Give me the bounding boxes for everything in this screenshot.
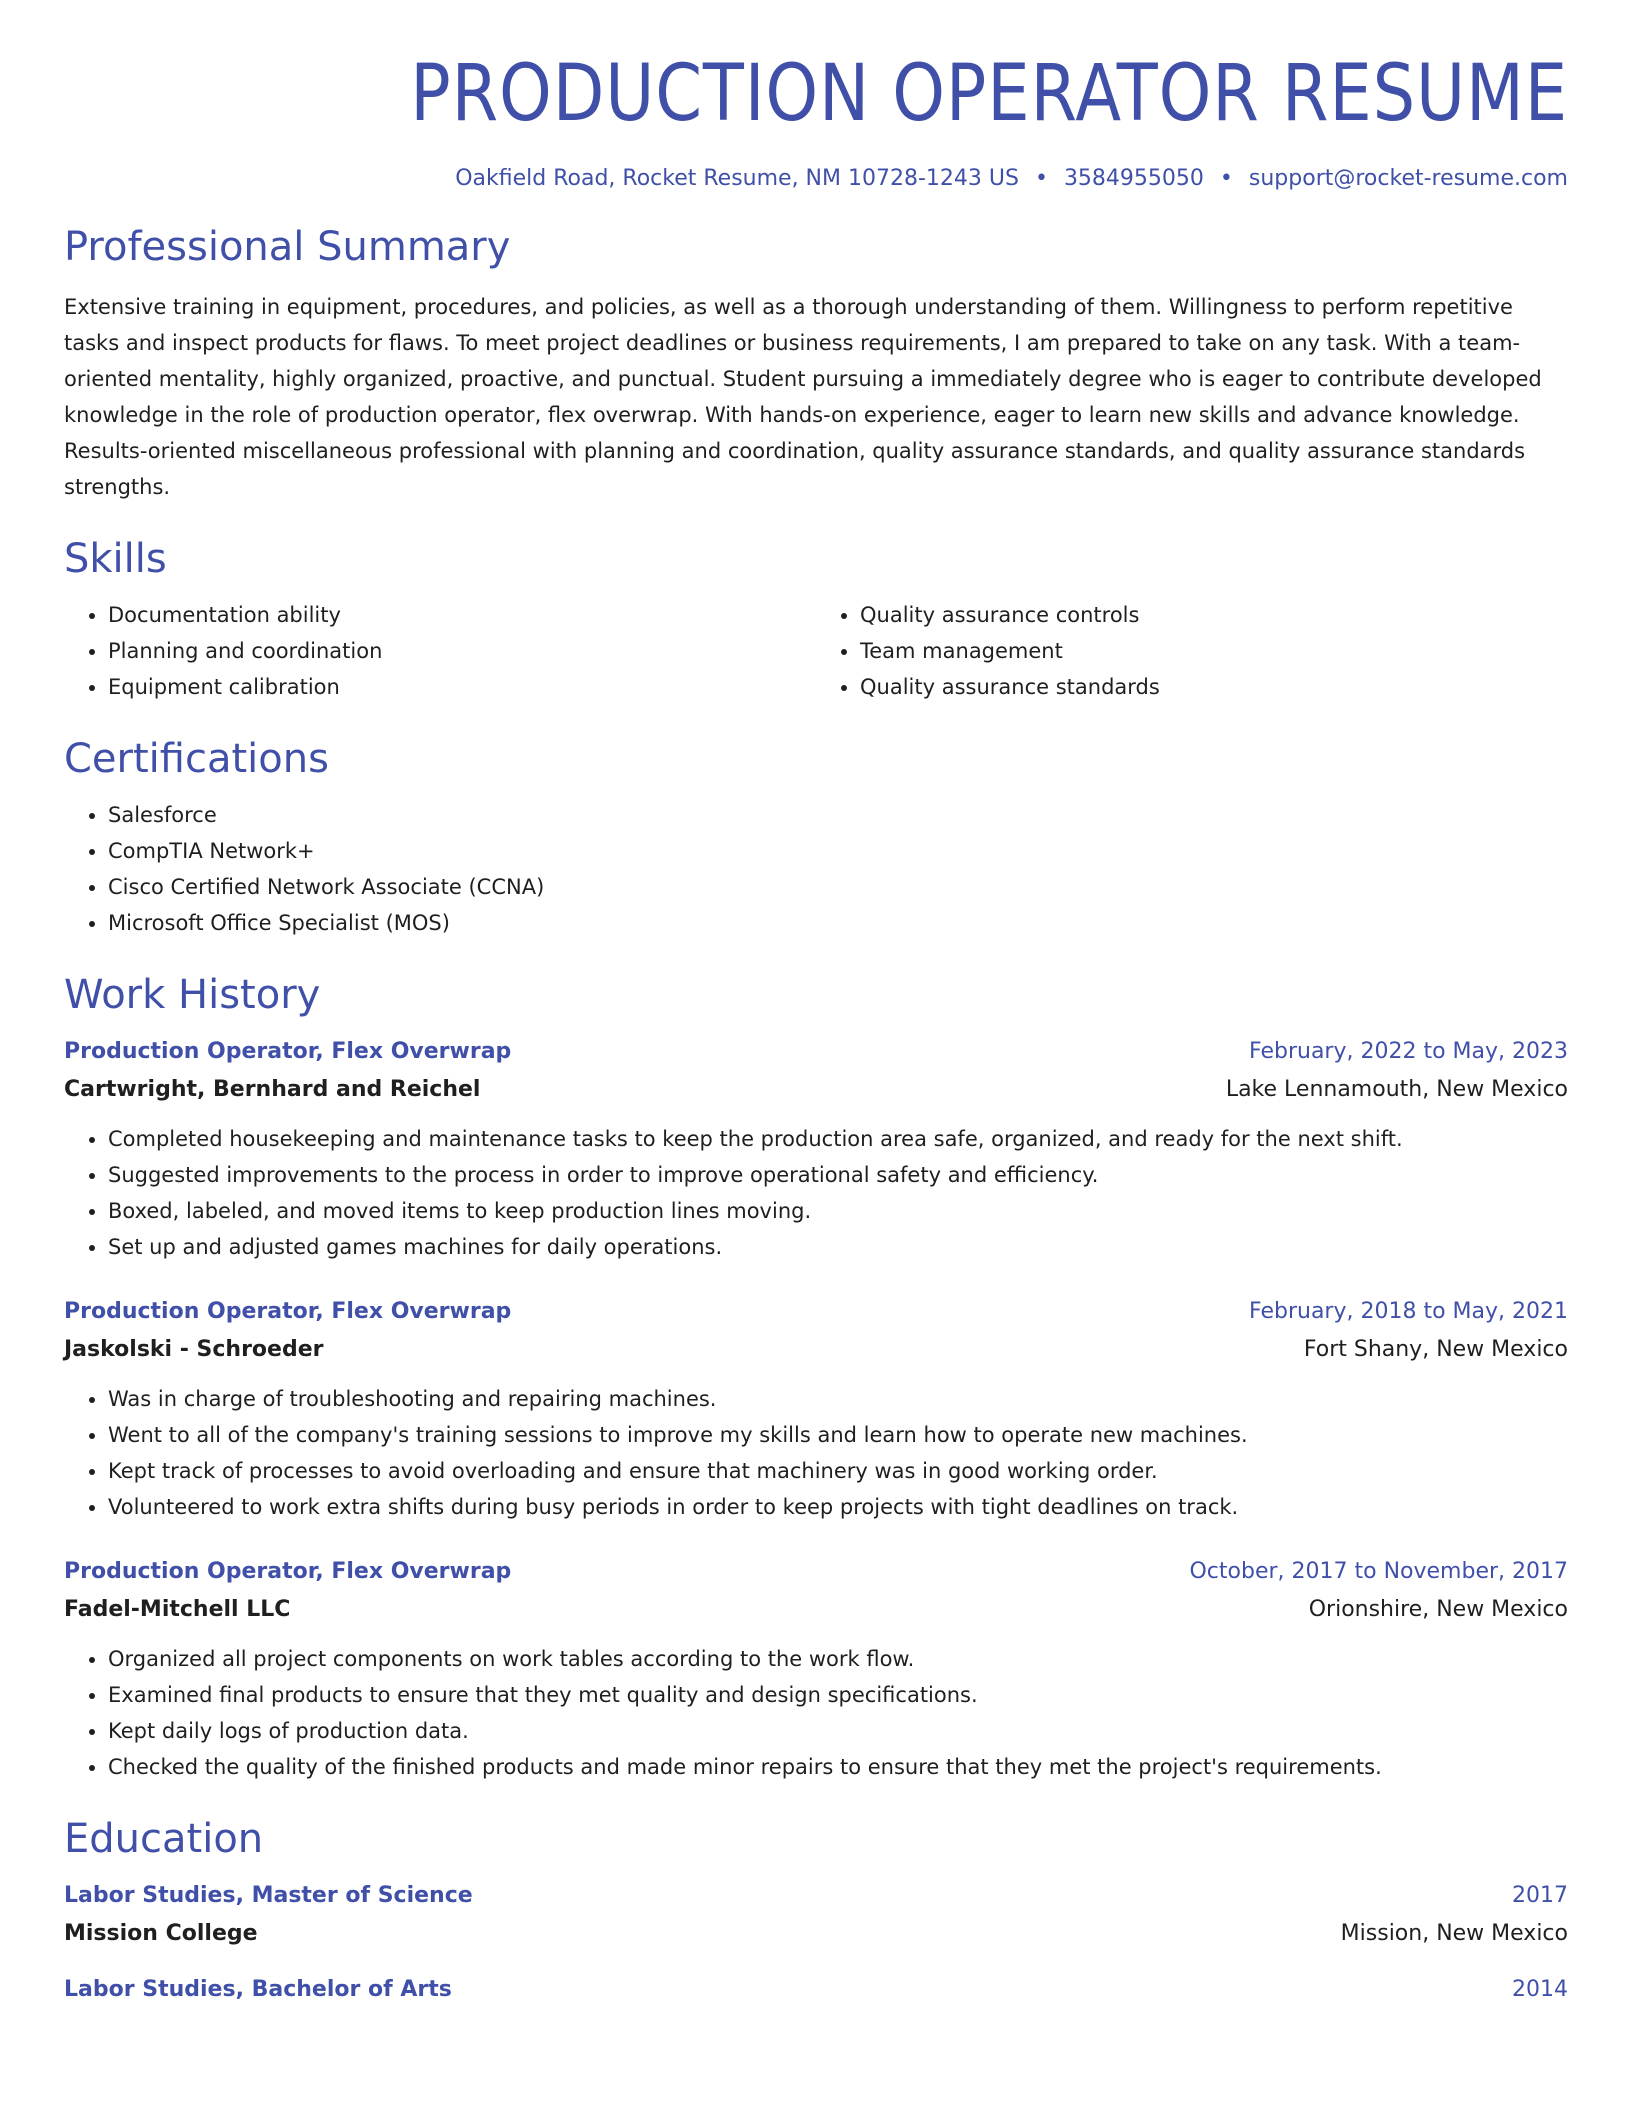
job-title: Production Operator, Flex Overwrap (64, 1039, 512, 1065)
job-bullet: • Boxed, labeled, and moved items to keep production lines moving. (108, 1193, 1568, 1229)
job-bullet: • Suggested improvements to the process in order to improve operational safety and efficiency. (108, 1157, 1568, 1193)
job-location: Orionshire, New Mexico (1308, 1597, 1568, 1623)
skill-item: • Quality assurance controls (860, 597, 1568, 633)
job-location: Fort Shany, New Mexico (1303, 1337, 1568, 1363)
education-year: 2014 (1512, 1977, 1568, 2003)
contact-email[interactable]: support@rocket-resume.com (1248, 166, 1568, 192)
job-bullet: • Volunteered to work extra shifts during busy periods in order to keep projects with tight deadlines on track. (108, 1489, 1568, 1525)
education-degree-row (64, 1877, 1568, 1915)
job-dates: February, 2022 to May, 2023 (1249, 1039, 1568, 1065)
job-bullet: • Kept daily logs of production data. (108, 1713, 1568, 1749)
job-entry (64, 1553, 1568, 1785)
skill-item: • Quality assurance standards (860, 669, 1568, 705)
job-dates: February, 2018 to May, 2021 (1249, 1299, 1568, 1325)
skill-item: • Team management (860, 633, 1568, 669)
certification-item: • Microsoft Office Specialist (MOS) (108, 905, 1568, 941)
resume-header (64, 0, 1568, 191)
education-location: Mission, New Mexico (1340, 1921, 1568, 1947)
contact-separator: • (1219, 166, 1233, 192)
job-bullet: • Went to all of the company's training sessions to improve my skills and learn how to operate new machines. (108, 1417, 1568, 1453)
education-degree: Labor Studies, Master of Science (64, 1883, 473, 1909)
job-bullet: • Checked the quality of the finished products and made minor repairs to ensure that they met the project's requirements. (108, 1749, 1568, 1785)
certification-item: • CompTIA Network+ (108, 833, 1568, 869)
resume-title: PRODUCTION OPERATOR RESUME (410, 49, 1568, 139)
job-bullet: • Kept track of processes to avoid overloading and ensure that machinery was in good working order. (108, 1453, 1568, 1489)
job-title: Production Operator, Flex Overwrap (64, 1559, 512, 1585)
certification-item: • Salesforce (108, 797, 1568, 833)
education-degree-row (64, 1971, 1568, 2009)
skills-column-left (64, 597, 816, 705)
job-location: Lake Lennamouth, New Mexico (1225, 1077, 1568, 1103)
skill-item: • Planning and coordination (108, 633, 816, 669)
work-history-heading: Work History (64, 972, 321, 1019)
certification-item: • Cisco Certified Network Associate (CCNA) (108, 869, 1568, 905)
job-company-row (64, 1591, 1568, 1629)
certifications-heading: Certifications (64, 736, 329, 783)
contact-phone: 3584955050 (1063, 166, 1204, 192)
job-bullets (64, 1381, 1568, 1525)
skills-heading: Skills (64, 536, 167, 583)
education-heading: Education (64, 1816, 264, 1863)
job-title: Production Operator, Flex Overwrap (64, 1299, 512, 1325)
job-company-row (64, 1071, 1568, 1109)
summary-heading: Professional Summary (64, 224, 511, 271)
job-company-row (64, 1331, 1568, 1369)
job-company: Jaskolski - Schroeder (64, 1337, 324, 1363)
education-degree: Labor Studies, Bachelor of Arts (64, 1977, 452, 2003)
job-bullet: • Examined final products to ensure that they met quality and design specifications. (108, 1677, 1568, 1713)
job-entry (64, 1033, 1568, 1265)
education-year: 2017 (1512, 1883, 1568, 1909)
job-title-row (64, 1553, 1568, 1591)
skills-column-right (816, 597, 1568, 705)
job-entry (64, 1293, 1568, 1525)
education-school-row (64, 1915, 1568, 1953)
education-entry (64, 1971, 1568, 2009)
job-company: Fadel-Mitchell LLC (64, 1597, 291, 1623)
contact-line (64, 166, 1568, 191)
summary-text: Extensive training in equipment, procedures, and policies, as well as a thorough understanding of them. Willingness to perform repetitive tasks and inspect products for flaws. To meet project deadlines or business requirements, I am prepared to take on any task. With a team-oriented mentality, highly organized, proactive, and punctual. Student pursuing a immediately degree who is eager to contribute developed knowledge in the role of production operator, flex overwrap. With hands-on experience, eager to learn new skills and advance knowledge. Results-oriented miscellaneous professional with planning and coordination, quality assurance standards, and quality assurance standards strengths. (64, 295, 1542, 500)
contact-separator: • (1034, 166, 1048, 192)
job-title-row (64, 1293, 1568, 1331)
job-bullets (64, 1121, 1568, 1265)
education-school: Mission College (64, 1921, 258, 1947)
job-title-row (64, 1033, 1568, 1071)
job-bullets (64, 1641, 1568, 1785)
job-company: Cartwright, Bernhard and Reichel (64, 1077, 481, 1103)
job-bullet: • Completed housekeeping and maintenance tasks to keep the production area safe, organized, and ready for the next shift. (108, 1121, 1568, 1157)
job-bullet: • Set up and adjusted games machines for daily operations. (108, 1229, 1568, 1265)
education-entry (64, 1877, 1568, 1953)
skill-item: • Equipment calibration (108, 669, 816, 705)
job-bullet: • Was in charge of troubleshooting and repairing machines. (108, 1381, 1568, 1417)
job-bullet: • Organized all project components on work tables according to the work flow. (108, 1641, 1568, 1677)
contact-address: Oakfield Road, Rocket Resume, NM 10728-1243 US (455, 166, 1019, 192)
skills-list (64, 583, 1568, 705)
job-dates: October, 2017 to November, 2017 (1189, 1559, 1568, 1585)
certifications-list (64, 797, 1568, 941)
skill-item: • Documentation ability (108, 597, 816, 633)
